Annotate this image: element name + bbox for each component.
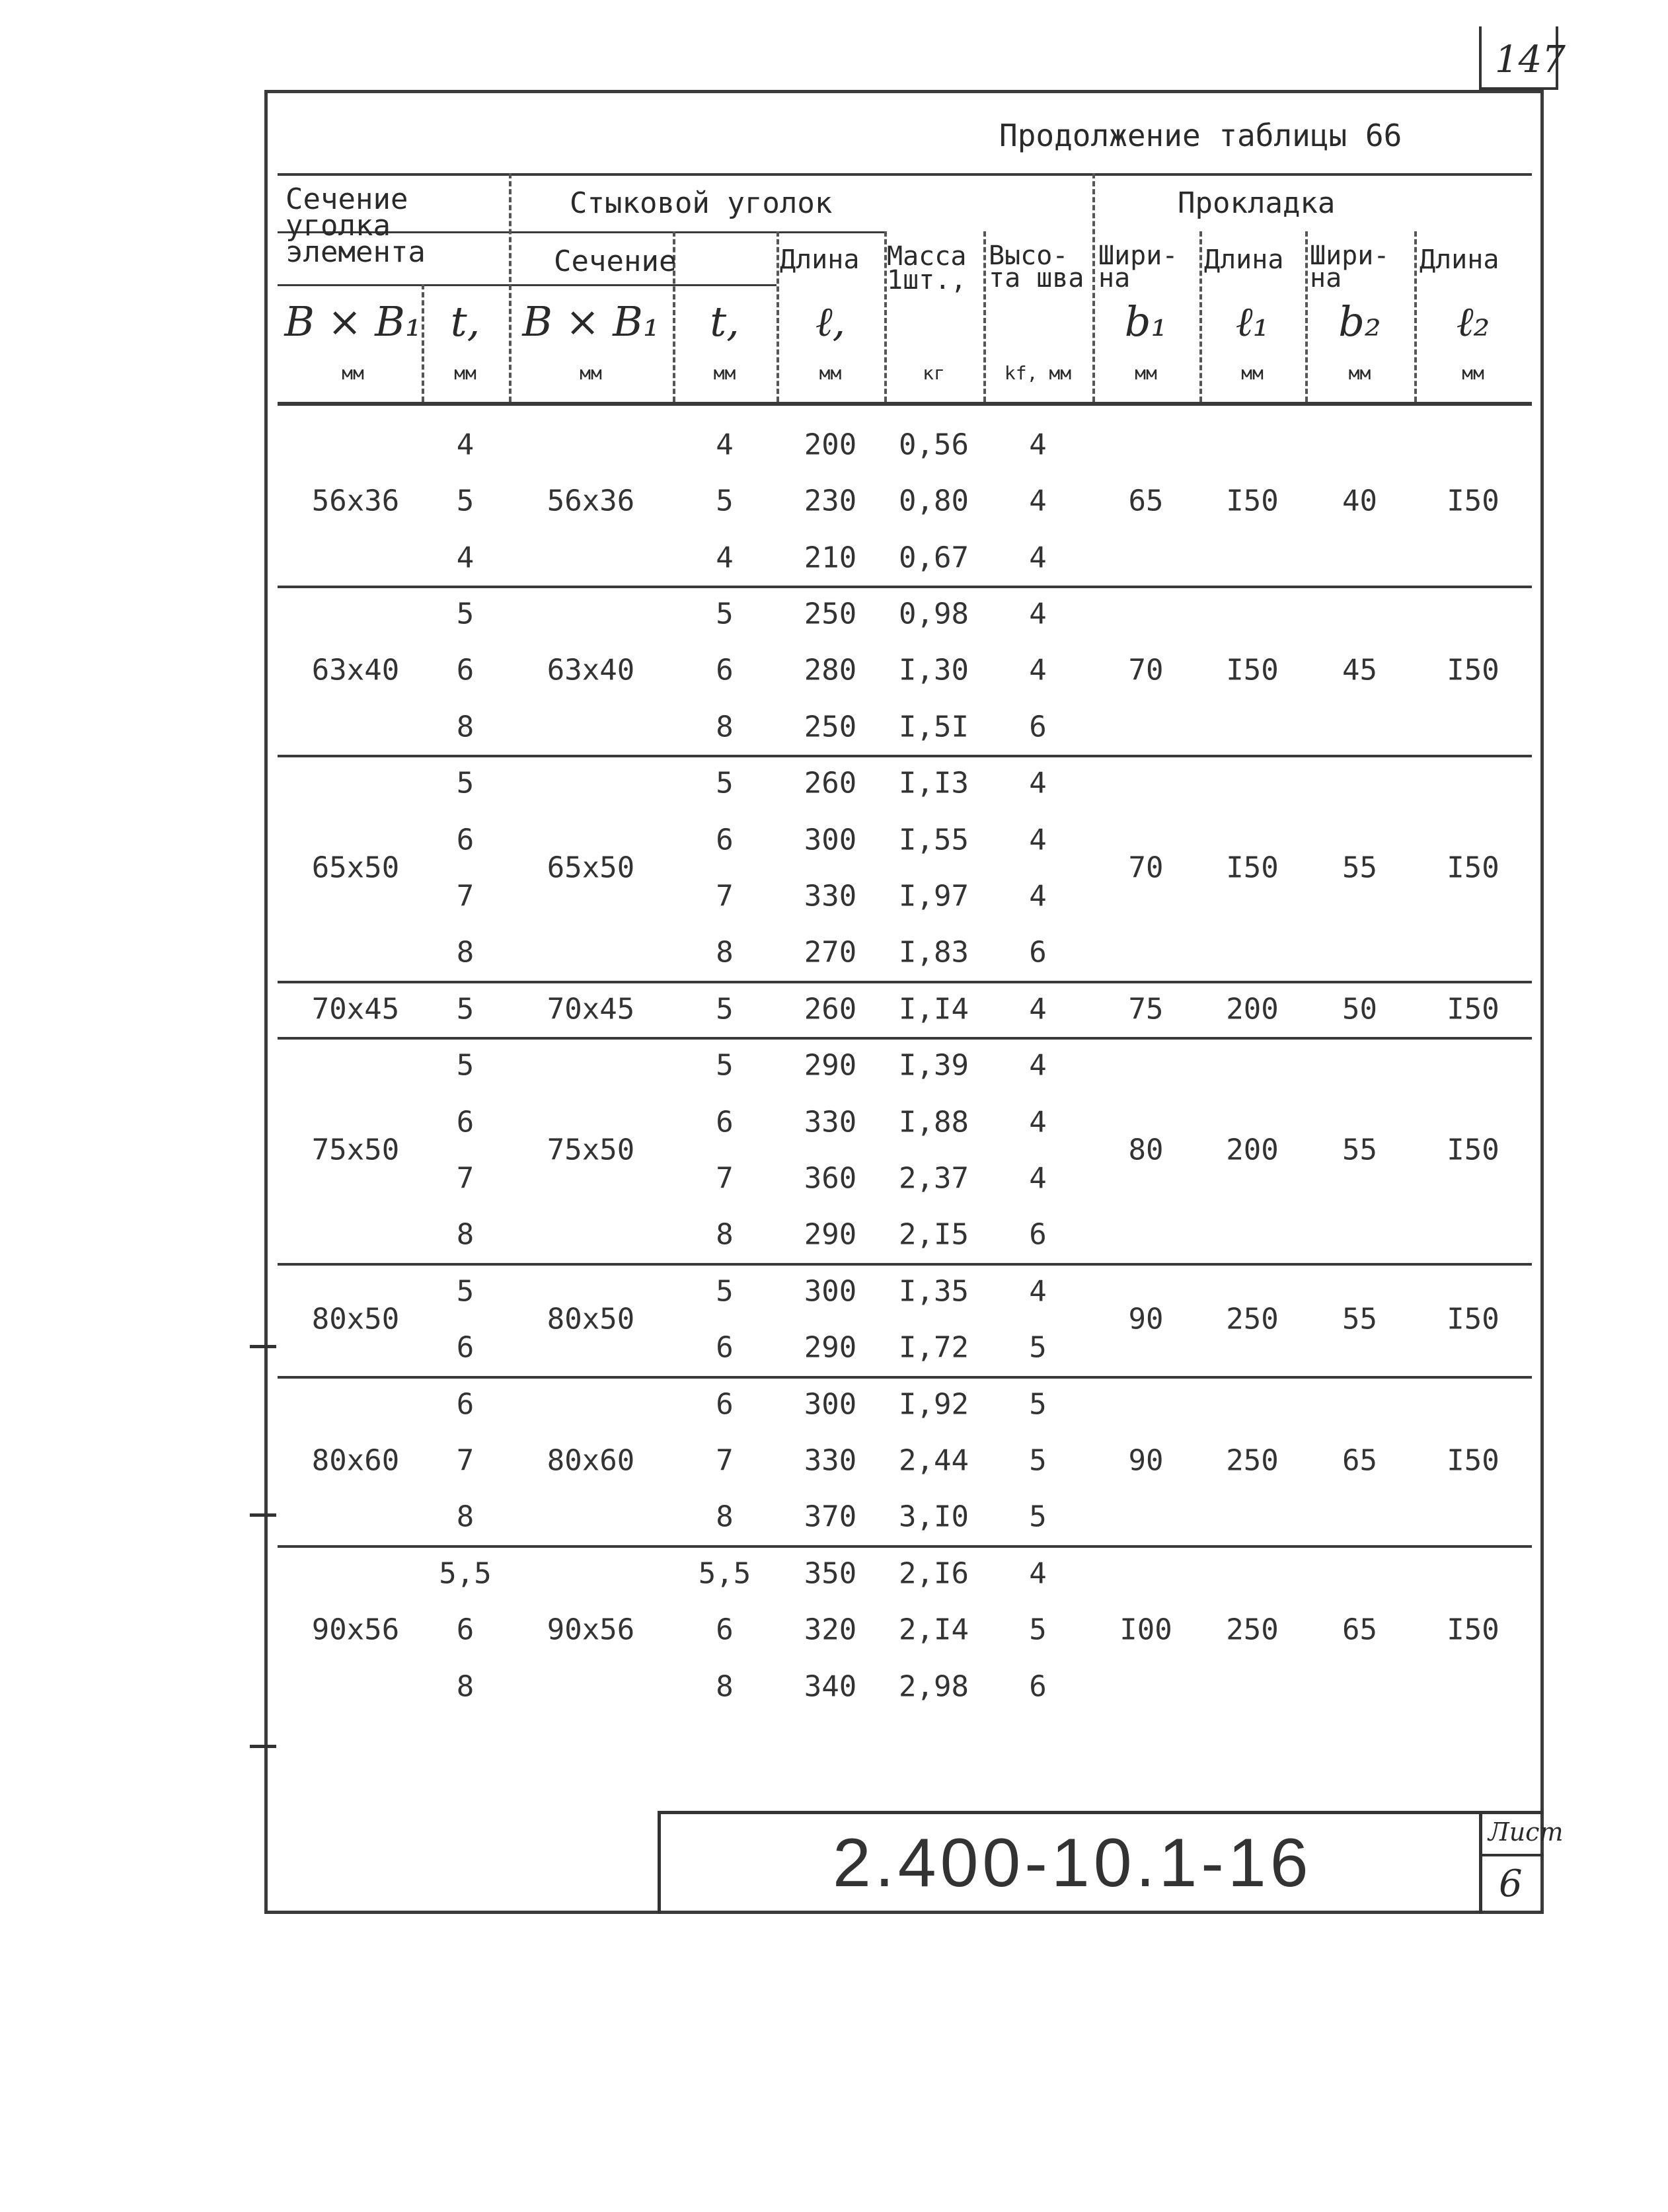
sheet-divider	[1479, 1854, 1544, 1856]
element-thickness: 7	[456, 1161, 474, 1196]
angle-thickness: 6	[716, 1387, 734, 1421]
weld-height-cell: 4	[1029, 1048, 1047, 1083]
element-thickness: 7	[456, 879, 474, 913]
pad-cell: 250	[1226, 1613, 1279, 1647]
pad-cell: I50	[1226, 653, 1279, 687]
header-section-sub: Сечение	[554, 245, 677, 278]
pad-cell: 80	[1128, 1133, 1164, 1167]
row-divider	[278, 1263, 1532, 1266]
pad-cell: 70	[1128, 653, 1164, 687]
header-element-section: Сечение уголка элемента	[285, 182, 426, 269]
pad-cell: 75	[1128, 992, 1164, 1026]
mass-cell: 3,I0	[899, 1500, 969, 1534]
element-thickness: 8	[456, 935, 474, 970]
pad-cell: 70	[1128, 851, 1164, 885]
column-symbol: b₁	[1124, 297, 1168, 346]
mass-cell: 0,67	[899, 541, 969, 574]
element-thickness: 5	[456, 1274, 474, 1309]
pad-cell: 65	[1342, 1443, 1377, 1478]
pad-cell: 250	[1226, 1443, 1279, 1478]
element-thickness: 5,5	[439, 1556, 492, 1591]
row-divider	[278, 981, 1532, 983]
element-thickness: 4	[456, 428, 474, 462]
column-unit: мм	[713, 362, 736, 384]
mass-cell: 0,80	[899, 484, 969, 518]
pad-cell: I50	[1226, 851, 1279, 885]
column-divider	[1305, 231, 1308, 402]
weld-height-cell: 5	[1029, 1443, 1047, 1478]
pad-cell: 55	[1342, 851, 1377, 885]
length-cell: 230	[804, 484, 857, 518]
column-symbol: ℓ₁	[1235, 297, 1270, 346]
element-thickness: 7	[456, 1443, 474, 1478]
element-thickness: 6	[456, 1613, 474, 1647]
angle-thickness: 6	[716, 1105, 734, 1139]
mass-cell: I,I3	[899, 766, 969, 800]
element-thickness: 8	[456, 1669, 474, 1703]
angle-thickness: 4	[716, 541, 734, 574]
length-cell: 290	[804, 1048, 857, 1083]
length-cell: 370	[804, 1500, 857, 1534]
column-divider	[1092, 173, 1095, 402]
weld-height-cell: 4	[1029, 823, 1047, 857]
element-section-cell: 65x50	[311, 851, 400, 885]
column-unit: мм	[1135, 362, 1157, 384]
header-mass: Масса 1шт.,	[887, 241, 967, 295]
document-code: 2.400-10.1-16	[833, 1825, 1312, 1901]
element-thickness: 8	[456, 1500, 474, 1534]
pad-cell: 250	[1226, 1302, 1279, 1336]
sheet-number: 6	[1499, 1862, 1523, 1905]
mass-cell: I,83	[899, 935, 969, 970]
length-cell: 350	[804, 1556, 857, 1591]
element-thickness: 5	[456, 766, 474, 800]
margin-tick	[250, 1745, 276, 1748]
column-symbol: ℓ₂	[1456, 297, 1490, 346]
length-cell: 300	[804, 823, 857, 857]
pad-cell: 40	[1342, 484, 1377, 518]
angle-section-cell: 63x40	[547, 653, 635, 687]
angle-section-cell: 70x45	[547, 992, 635, 1026]
length-cell: 330	[804, 879, 857, 913]
column-unit: мм	[454, 362, 476, 384]
mass-cell: I,35	[899, 1274, 969, 1309]
column-unit: мм	[1241, 362, 1264, 384]
mass-cell: I,72	[899, 1330, 969, 1365]
pad-cell: 65	[1128, 484, 1164, 518]
pad-cell: 90	[1128, 1443, 1164, 1478]
page-number: 147	[1495, 38, 1566, 81]
weld-height-cell: 4	[1029, 1161, 1047, 1196]
mass-cell: I,5I	[899, 710, 969, 744]
weld-height-cell: 4	[1029, 1274, 1047, 1309]
element-thickness: 8	[456, 710, 474, 744]
column-symbol: ℓ,	[815, 297, 846, 346]
length-cell: 260	[804, 766, 857, 800]
angle-thickness: 7	[716, 879, 734, 913]
angle-thickness: 8	[716, 935, 734, 970]
angle-section-cell: 65x50	[547, 851, 635, 885]
pad-cell: I50	[1447, 1443, 1499, 1478]
element-thickness: 6	[456, 1105, 474, 1139]
mass-cell: I,39	[899, 1048, 969, 1083]
column-divider	[1199, 231, 1202, 402]
angle-thickness: 7	[716, 1161, 734, 1196]
pad-cell: 90	[1128, 1302, 1164, 1336]
column-symbol: B × B₁	[284, 297, 422, 346]
mass-cell: 2,98	[899, 1669, 969, 1703]
angle-thickness: 5	[716, 1048, 734, 1083]
length-cell: 200	[804, 428, 857, 462]
margin-tick	[250, 1513, 276, 1517]
column-unit: мм	[1348, 362, 1371, 384]
element-thickness: 5	[456, 484, 474, 518]
element-section-cell: 63x40	[311, 653, 400, 687]
length-cell: 250	[804, 710, 857, 744]
angle-thickness: 6	[716, 823, 734, 857]
length-cell: 270	[804, 935, 857, 970]
length-cell: 280	[804, 653, 857, 687]
pad-cell: I50	[1447, 992, 1499, 1026]
row-divider	[509, 284, 777, 286]
weld-height-cell: 4	[1029, 484, 1047, 518]
pad-cell: 55	[1342, 1133, 1377, 1167]
mass-cell: 2,44	[899, 1443, 969, 1478]
pad-cell: I50	[1447, 653, 1499, 687]
weld-height-cell: 4	[1029, 597, 1047, 631]
mass-cell: I,88	[899, 1105, 969, 1139]
column-unit: мм	[819, 362, 842, 384]
mass-cell: I,I4	[899, 992, 969, 1026]
length-cell: 300	[804, 1274, 857, 1309]
angle-thickness: 5	[716, 1274, 734, 1309]
mass-cell: I,97	[899, 879, 969, 913]
weld-height-cell: 5	[1029, 1330, 1047, 1365]
weld-height-cell: 4	[1029, 541, 1047, 574]
angle-section-cell: 90x56	[547, 1613, 635, 1647]
column-divider	[777, 231, 779, 402]
weld-height-cell: 6	[1029, 935, 1047, 970]
mass-cell: 2,I5	[899, 1217, 969, 1252]
element-section-cell: 70x45	[311, 992, 400, 1026]
angle-thickness: 6	[716, 1330, 734, 1365]
pad-cell: I50	[1447, 1133, 1499, 1167]
header-length1: Длина	[1204, 245, 1284, 275]
column-symbol: b₂	[1338, 297, 1381, 346]
column-symbol: t,	[710, 297, 739, 346]
header-width2: Шири-на	[1310, 241, 1390, 293]
element-thickness: 4	[456, 541, 474, 574]
angle-thickness: 5,5	[698, 1556, 751, 1591]
mass-cell: I,55	[899, 823, 969, 857]
mass-cell: 0,56	[899, 428, 969, 462]
angle-section-cell: 80x50	[547, 1302, 635, 1336]
column-unit: мм	[580, 362, 602, 384]
element-section-cell: 80x50	[311, 1302, 400, 1336]
weld-height-cell: 6	[1029, 1669, 1047, 1703]
column-symbol: t,	[450, 297, 480, 346]
header-weld-height: Высо-та шва	[989, 241, 1084, 293]
weld-height-cell: 4	[1029, 879, 1047, 913]
length-cell: 360	[804, 1161, 857, 1196]
element-thickness: 6	[456, 1387, 474, 1421]
table-caption: Продолжение таблицы 66	[999, 118, 1402, 153]
length-cell: 330	[804, 1443, 857, 1478]
element-section-cell: 56x36	[311, 484, 400, 518]
pad-cell: 200	[1226, 992, 1279, 1026]
weld-height-cell: 5	[1029, 1500, 1047, 1534]
mass-cell: I,92	[899, 1387, 969, 1421]
header-pad: Прокладка	[1178, 186, 1336, 220]
element-section-cell: 80x60	[311, 1443, 400, 1478]
length-cell: 250	[804, 597, 857, 631]
weld-height-cell: 4	[1029, 653, 1047, 687]
pad-cell: 50	[1342, 992, 1377, 1026]
title-block-divider	[1479, 1811, 1482, 1914]
row-divider	[278, 1545, 1532, 1548]
column-divider	[509, 173, 512, 402]
pad-cell: 45	[1342, 653, 1377, 687]
weld-height-cell: 4	[1029, 428, 1047, 462]
weld-height-cell: 5	[1029, 1387, 1047, 1421]
element-thickness: 5	[456, 992, 474, 1026]
column-unit: кг	[923, 362, 945, 384]
mass-cell: 0,98	[899, 597, 969, 631]
margin-tick	[250, 1345, 276, 1348]
angle-thickness: 8	[716, 1669, 734, 1703]
weld-height-cell: 4	[1029, 1556, 1047, 1591]
weld-height-cell: 4	[1029, 1105, 1047, 1139]
mass-cell: 2,I6	[899, 1556, 969, 1591]
length-cell: 330	[804, 1105, 857, 1139]
mass-cell: 2,I4	[899, 1613, 969, 1647]
length-cell: 260	[804, 992, 857, 1026]
pad-cell: I50	[1447, 851, 1499, 885]
angle-thickness: 5	[716, 992, 734, 1026]
row-divider	[278, 402, 1532, 406]
row-divider	[278, 173, 1532, 176]
header-length2: Длина	[1420, 245, 1499, 275]
pad-cell: 200	[1226, 1133, 1279, 1167]
angle-thickness: 5	[716, 597, 734, 631]
angle-thickness: 8	[716, 1217, 734, 1252]
row-divider	[278, 1037, 1532, 1040]
element-thickness: 5	[456, 597, 474, 631]
pad-cell: 55	[1342, 1302, 1377, 1336]
pad-cell: I50	[1447, 1613, 1499, 1647]
angle-thickness: 5	[716, 766, 734, 800]
angle-thickness: 7	[716, 1443, 734, 1478]
pad-cell: I50	[1447, 484, 1499, 518]
angle-section-cell: 75x50	[547, 1133, 635, 1167]
header-joint-angle: Стыковой уголок	[570, 186, 833, 220]
weld-height-cell: 6	[1029, 710, 1047, 744]
header-length: Длина	[780, 245, 860, 275]
element-thickness: 6	[456, 1330, 474, 1365]
sheet-label: Лист	[1488, 1817, 1564, 1847]
row-divider	[278, 284, 509, 286]
row-divider	[278, 755, 1532, 757]
length-cell: 340	[804, 1669, 857, 1703]
angle-thickness: 8	[716, 710, 734, 744]
weld-height-cell: 4	[1029, 992, 1047, 1026]
angle-thickness: 4	[716, 428, 734, 462]
column-symbol: B × B₁	[522, 297, 660, 346]
length-cell: 320	[804, 1613, 857, 1647]
column-unit: мм	[342, 362, 364, 384]
pad-cell: I00	[1119, 1613, 1172, 1647]
length-cell: 290	[804, 1217, 857, 1252]
pad-cell: I50	[1226, 484, 1279, 518]
element-thickness: 6	[456, 653, 474, 687]
row-divider	[278, 586, 1532, 588]
mass-cell: 2,37	[899, 1161, 969, 1196]
element-thickness: 6	[456, 823, 474, 857]
angle-thickness: 5	[716, 484, 734, 518]
angle-thickness: 8	[716, 1500, 734, 1534]
length-cell: 300	[804, 1387, 857, 1421]
weld-height-cell: 6	[1029, 1217, 1047, 1252]
pad-cell: I50	[1447, 1302, 1499, 1336]
column-divider	[422, 284, 424, 402]
length-cell: 290	[804, 1330, 857, 1365]
column-unit: мм	[1462, 362, 1484, 384]
element-thickness: 5	[456, 1048, 474, 1083]
weld-height-cell: 5	[1029, 1613, 1047, 1647]
header-width1: Шири-на	[1098, 241, 1178, 293]
angle-thickness: 6	[716, 1613, 734, 1647]
element-section-cell: 90x56	[311, 1613, 400, 1647]
weld-height-cell: 4	[1029, 766, 1047, 800]
row-divider	[278, 1376, 1532, 1379]
angle-section-cell: 80x60	[547, 1443, 635, 1478]
column-divider	[1414, 231, 1417, 402]
element-section-cell: 75x50	[311, 1133, 400, 1167]
angle-section-cell: 56x36	[547, 484, 635, 518]
mass-cell: I,30	[899, 653, 969, 687]
element-thickness: 8	[456, 1217, 474, 1252]
pad-cell: 65	[1342, 1613, 1377, 1647]
length-cell: 210	[804, 541, 857, 574]
column-unit: kf, мм	[1004, 362, 1072, 384]
angle-thickness: 6	[716, 653, 734, 687]
